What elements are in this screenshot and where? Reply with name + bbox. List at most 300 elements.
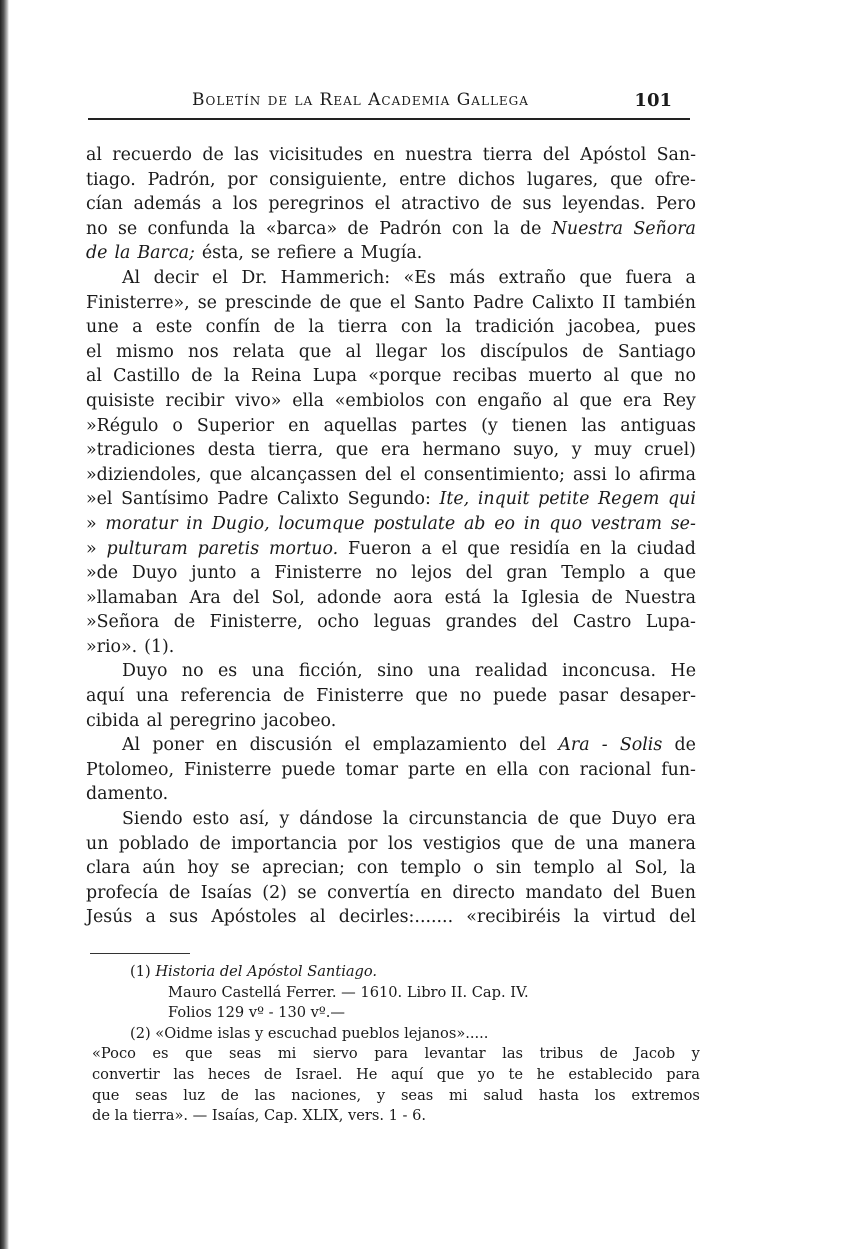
word: manera [628, 833, 696, 854]
word: la [382, 809, 399, 830]
word: de [282, 686, 305, 707]
text-line [86, 659, 696, 684]
word: Lupa- [645, 612, 696, 633]
word: leguas [373, 612, 432, 633]
word: que [610, 169, 643, 190]
word: y [279, 809, 290, 830]
word: muy [594, 440, 632, 461]
word: naciones, [291, 1086, 362, 1104]
footnote-line [92, 1024, 700, 1045]
word: tierra [337, 317, 388, 338]
word: recibas [452, 366, 518, 387]
page-binding-edge [0, 0, 9, 1249]
word: heces [207, 1065, 251, 1083]
italic-word: de [86, 243, 108, 264]
italic-word: petite [538, 489, 590, 510]
word: al [552, 390, 569, 411]
word: Calixto [531, 292, 594, 313]
word: ocho [317, 612, 360, 633]
word: de [537, 809, 559, 830]
word: mi [449, 1086, 468, 1104]
word: Padrón, [147, 169, 216, 190]
word: ella [292, 390, 324, 411]
word: pues [654, 317, 696, 338]
word: siervo [312, 1045, 358, 1063]
body-text [86, 143, 696, 930]
word: Jacob [634, 1045, 676, 1063]
italic-word: moratur [105, 513, 178, 534]
word: alcançassen [250, 464, 357, 485]
word: Finisterre [316, 686, 404, 707]
word: prescinde [225, 292, 312, 313]
word: une [86, 317, 119, 338]
italic-word: eo [494, 513, 515, 534]
word: racional [579, 759, 652, 780]
text-line [86, 733, 696, 758]
word: al [603, 366, 620, 387]
word: que [349, 292, 382, 313]
word: a [250, 563, 261, 584]
word: fuera [625, 267, 673, 288]
word: parte [408, 759, 456, 780]
word: puede [281, 759, 336, 780]
word: »de [86, 563, 119, 584]
word: este [155, 317, 193, 338]
word: consentimiento; [423, 464, 565, 485]
word: confín [205, 317, 261, 338]
word: tiago. [86, 169, 136, 190]
word: clara [86, 858, 131, 879]
text-line [86, 512, 696, 537]
word: jacobeo. [263, 710, 337, 731]
word: Jesús [86, 907, 133, 928]
word: de [319, 292, 342, 313]
word: está [444, 587, 482, 608]
word: » [86, 513, 97, 534]
word: Lupa [312, 366, 358, 387]
word: los [387, 833, 413, 854]
text-line [86, 487, 696, 512]
word: la [445, 317, 462, 338]
word: »el [86, 489, 113, 510]
word: Ara [189, 587, 221, 608]
word: los [440, 341, 466, 362]
text-line [86, 414, 696, 439]
word: las [502, 1045, 524, 1063]
word: con [435, 390, 467, 411]
word: Duyo [131, 563, 178, 584]
italic-word: vestram [590, 513, 662, 534]
italic-word: locumque [278, 513, 365, 534]
word: y [571, 440, 582, 461]
text-line [86, 266, 696, 291]
italic-word: Nuestra [551, 218, 624, 239]
word: el [374, 194, 391, 215]
word: la [493, 218, 510, 239]
word: pasar [558, 686, 608, 707]
word: no [181, 661, 204, 682]
word: es [218, 661, 238, 682]
word: era [666, 809, 696, 830]
word: del [465, 563, 493, 584]
word: tribus [539, 1045, 584, 1063]
word: vestigios [423, 833, 501, 854]
word: era [622, 390, 652, 411]
word: ella [496, 759, 529, 780]
italic-word: Ara [558, 735, 590, 756]
word: yo [477, 1065, 495, 1083]
word: afirma [638, 464, 696, 485]
word: residía [509, 538, 570, 559]
word: dichos [458, 169, 516, 190]
text-line [86, 635, 696, 660]
word: un [86, 833, 109, 854]
word: »rio». [86, 636, 138, 657]
word: sus [168, 907, 199, 928]
word: ésta, [201, 243, 244, 264]
italic-word: Solis [619, 735, 663, 756]
word: en [288, 415, 310, 436]
footnote-line [92, 962, 700, 983]
word: profecía [86, 882, 159, 903]
word: jacobea, [567, 317, 641, 338]
italic-word: ab [463, 513, 486, 534]
word: discusión [249, 735, 333, 756]
text-line [86, 438, 696, 463]
word: convertía [327, 882, 410, 903]
word: «Poco [92, 1045, 136, 1063]
word: el [212, 267, 228, 288]
footnotes [92, 962, 700, 1127]
text-line [86, 217, 696, 242]
text-line [86, 389, 696, 414]
word: las [234, 145, 259, 165]
word: se [118, 218, 138, 239]
word: damento. [86, 784, 169, 805]
word: de [199, 833, 221, 854]
word: o [172, 415, 183, 436]
word: del [232, 587, 260, 608]
word: que [579, 267, 613, 288]
text-line [86, 758, 696, 783]
word: luz [183, 1086, 206, 1104]
word: «recibiréis [466, 907, 561, 928]
footnote-line [92, 1044, 700, 1065]
word: discípulos [479, 341, 569, 362]
word: Apóstol [580, 145, 647, 165]
word: consiguiente, [269, 169, 388, 190]
footnote-rule [90, 953, 190, 954]
word: directo [452, 882, 515, 903]
word: al [309, 907, 326, 928]
word: con [538, 759, 570, 780]
word: Buen [650, 882, 696, 903]
page-number: 101 [634, 90, 672, 111]
word: hoy [187, 858, 219, 879]
word: de [168, 882, 191, 903]
word: por [347, 833, 378, 854]
word: muerto [528, 366, 593, 387]
word: se [230, 858, 250, 879]
word: que [185, 1045, 213, 1063]
word: que [579, 390, 613, 411]
word: o [473, 858, 484, 879]
word: una [585, 833, 619, 854]
word: de [554, 833, 576, 854]
word: circunstancia [408, 809, 528, 830]
word: confunda [147, 218, 230, 239]
word: en [215, 735, 238, 756]
word: de [582, 341, 604, 362]
word: aprecian; [261, 858, 345, 879]
word: junto [191, 563, 237, 584]
word: al [606, 858, 623, 879]
footnote-line [92, 1003, 700, 1024]
word: Calixto [276, 489, 340, 510]
word: decir [153, 267, 199, 288]
word: (y [481, 415, 498, 436]
word: aora [393, 587, 433, 608]
word: el [389, 292, 406, 313]
word: suyo, [513, 440, 560, 461]
word: extraño [498, 267, 566, 288]
word: lo [614, 464, 631, 485]
word: «barca» [265, 218, 338, 239]
italic-word: in [186, 513, 204, 534]
word: levantar [424, 1045, 486, 1063]
italic-word: Regem [598, 489, 660, 510]
word: tomar [345, 759, 399, 780]
word: a [639, 563, 650, 584]
word: quisiste [86, 390, 155, 411]
word: del [519, 735, 547, 756]
word: (1). [144, 636, 175, 657]
word: ofre- [654, 169, 696, 190]
text-line [86, 340, 696, 365]
word: tierra, [267, 440, 324, 461]
word: Superior [196, 415, 275, 436]
word: para [666, 1065, 700, 1083]
word: Siendo [122, 809, 183, 830]
word: lejos [411, 563, 452, 584]
word: (2) [262, 882, 287, 903]
word: del [612, 882, 640, 903]
word: el [441, 538, 458, 559]
word: no [459, 686, 482, 707]
word: el [86, 341, 102, 362]
text-line [86, 364, 696, 389]
word: sus [522, 194, 552, 215]
word: una [135, 686, 169, 707]
text-line [86, 881, 696, 906]
text-line [86, 537, 696, 562]
word: los [232, 194, 258, 215]
text-line [86, 782, 696, 807]
footnote-text: Folios 129 vº - 130 vº.— [168, 1004, 346, 1022]
word: Castro [572, 612, 632, 633]
word: al [345, 341, 362, 362]
word: hermano [422, 440, 501, 461]
word: recibir [165, 390, 225, 411]
word: Finisterre [274, 563, 362, 584]
word: te [508, 1065, 523, 1083]
word: no [375, 563, 398, 584]
word: «porque [368, 366, 442, 387]
footnote-text: (1) [130, 963, 156, 980]
word: he [536, 1065, 555, 1083]
word: que [511, 833, 544, 854]
word: sino [377, 661, 414, 682]
word: una [427, 661, 461, 682]
text-line [86, 315, 696, 340]
word: extremos [631, 1086, 700, 1104]
text-line [86, 586, 696, 611]
word: nos [188, 341, 219, 362]
italic-word: pulturam [106, 538, 188, 559]
word: que [298, 341, 332, 362]
word: Al [122, 735, 141, 756]
word: Al [122, 267, 141, 288]
word: aún [142, 858, 176, 879]
word: relata [232, 341, 285, 362]
word: hasta [538, 1086, 579, 1104]
word: assi [572, 464, 607, 485]
word: Fueron [347, 538, 412, 559]
italic-word: in [523, 513, 541, 534]
word: a [685, 267, 696, 288]
word: templo [533, 858, 595, 879]
text-line [86, 241, 696, 266]
word: Duyo [122, 661, 168, 682]
word: cruel) [644, 440, 696, 461]
word: con [400, 317, 433, 338]
text-line [86, 561, 696, 586]
word: que [568, 809, 602, 830]
word: una [251, 661, 285, 682]
word: la [308, 317, 325, 338]
word: leyendas. [562, 194, 646, 215]
word: Dr. [241, 267, 268, 288]
word: » [86, 538, 97, 559]
word: se [197, 292, 217, 313]
word: del [364, 464, 392, 485]
word: Isaías [200, 882, 252, 903]
word: lugares, [526, 169, 599, 190]
word: que [209, 464, 243, 485]
footnote-text: (2) «Oidme islas y escuchad pueblos lejanos»..... [130, 1024, 489, 1042]
word: «embiolos [334, 390, 425, 411]
text-line [86, 291, 696, 316]
word: desta [207, 440, 256, 461]
footnote-line [92, 1065, 700, 1086]
word: San- [656, 145, 696, 165]
word: es [152, 1045, 169, 1063]
word: He [670, 661, 696, 682]
italic-word: la [114, 243, 131, 264]
word: Pero [655, 194, 696, 215]
word: la [239, 218, 256, 239]
footnote-text: Mauro Castellá Ferrer. — 1610. Libro II. Cap. IV. [168, 983, 529, 1001]
word: a [343, 243, 354, 264]
word: de [173, 612, 196, 633]
word: también [623, 292, 696, 313]
word: con [451, 218, 484, 239]
text-line [86, 168, 696, 193]
word: la [493, 587, 509, 608]
word: tierra [482, 145, 533, 165]
word: la [573, 907, 590, 928]
word: templo [400, 858, 462, 879]
word: desaper- [619, 686, 696, 707]
word: a [211, 194, 223, 215]
italic-word: Ite, [439, 489, 470, 510]
word: Nuestra [624, 587, 696, 608]
word: recuerdo [112, 145, 193, 165]
word: que [436, 1065, 465, 1083]
word: »tradiciones [86, 440, 196, 461]
italic-word: inquit [477, 489, 530, 510]
text-line [86, 807, 696, 832]
word: Iglesia [520, 587, 580, 608]
word: convertir [92, 1065, 160, 1083]
word: Ptolomeo, [86, 759, 174, 780]
word: aquí [86, 686, 125, 707]
word: en [420, 882, 442, 903]
word: de [347, 218, 369, 239]
word: dándose [299, 809, 373, 830]
footnote-line [92, 1086, 700, 1107]
running-header [88, 88, 690, 120]
word: aquí [391, 1065, 424, 1083]
word: que [630, 366, 664, 387]
word: importancia [231, 833, 338, 854]
word: sin [495, 858, 522, 879]
word: no [674, 366, 696, 387]
word: emplazamiento [372, 735, 507, 756]
word: a [145, 907, 156, 928]
word: gran [506, 563, 548, 584]
word: y [376, 1086, 386, 1104]
italic-word: postulate [373, 513, 456, 534]
word: vivo» [235, 390, 282, 411]
word: a [421, 538, 432, 559]
word: entre [399, 169, 447, 190]
word: atractivo [401, 194, 480, 215]
italic-word: mortuo. [268, 538, 339, 559]
word: de [490, 194, 512, 215]
word: Castillo [113, 366, 180, 387]
text-line [86, 905, 696, 930]
text-line [86, 856, 696, 881]
word: partes [411, 415, 468, 436]
word: que [335, 440, 369, 461]
word: al [86, 145, 102, 165]
word: Israel. [295, 1065, 343, 1083]
word: Mugía. [360, 243, 423, 264]
word: Padre [217, 489, 269, 510]
word: con [356, 858, 389, 879]
text-line [86, 709, 696, 734]
word: Hammerich: [280, 267, 391, 288]
word: Finisterre, [209, 612, 303, 633]
word: ciudad [636, 538, 696, 559]
word: de [263, 1065, 282, 1083]
word: »Señora [86, 612, 160, 633]
word: del [542, 145, 570, 165]
word: aquellas [323, 415, 398, 436]
word: los [594, 1086, 616, 1104]
italic-word: Dugio, [211, 513, 270, 534]
